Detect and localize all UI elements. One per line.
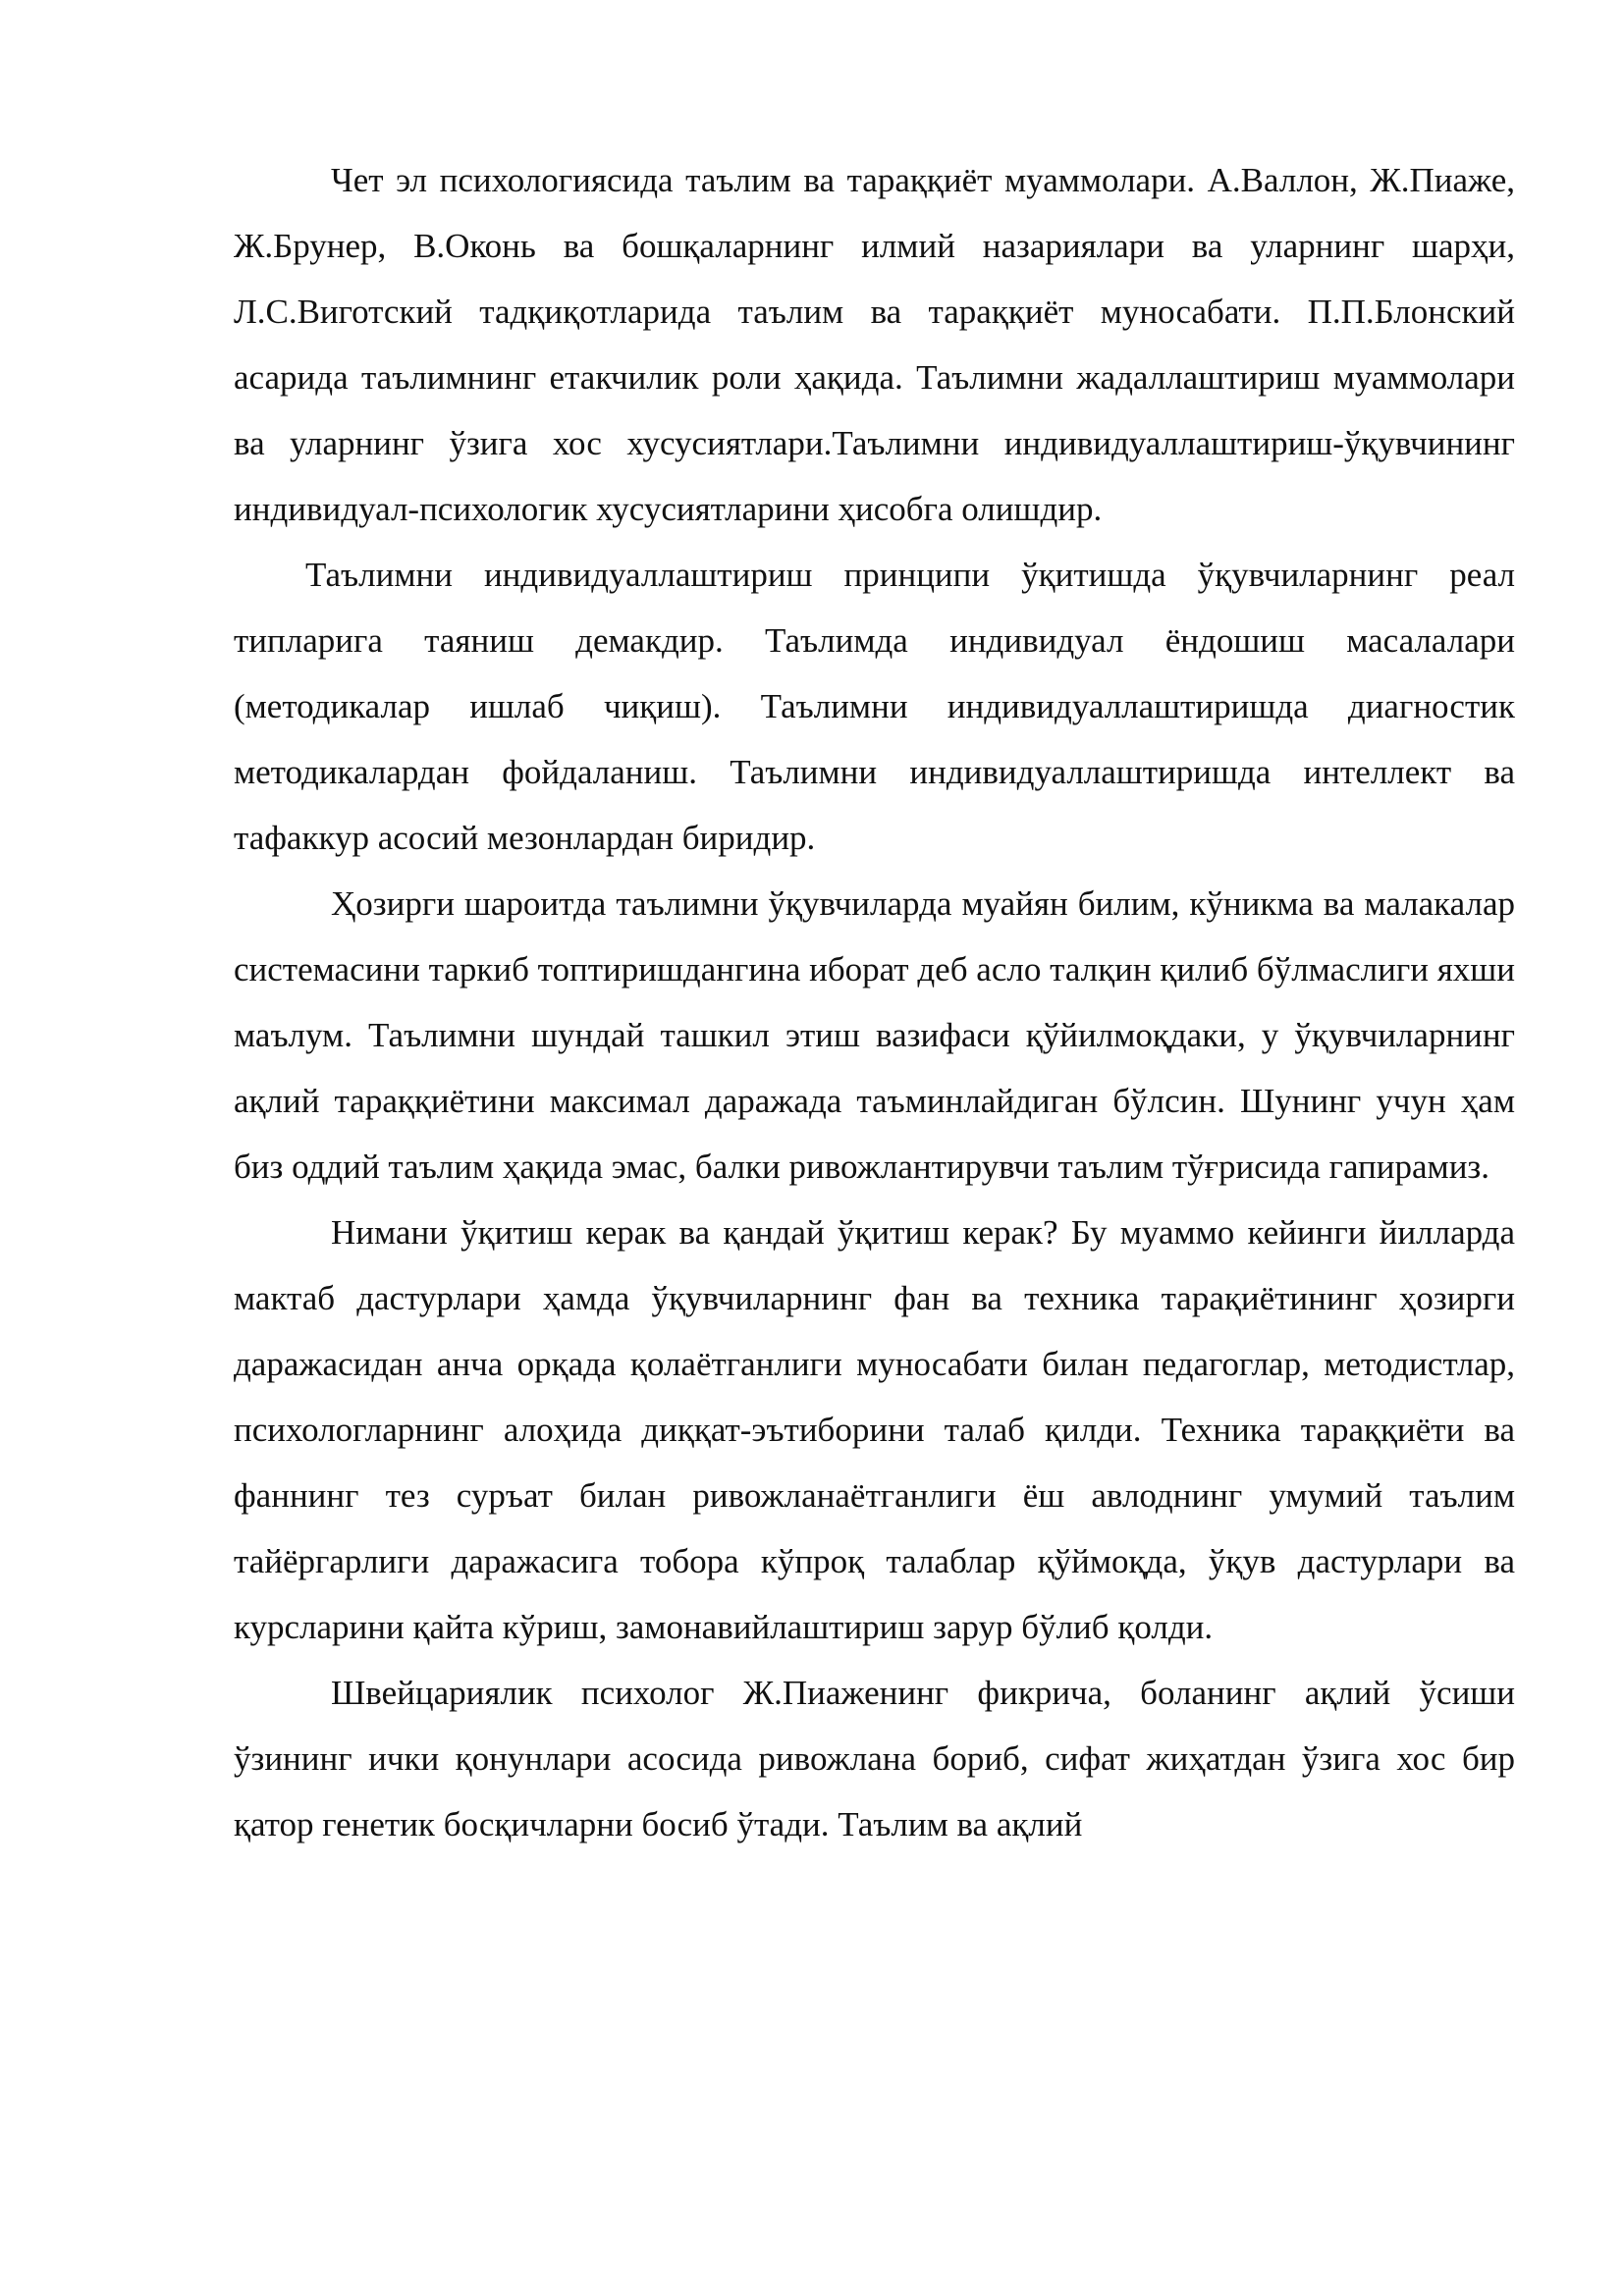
paragraph: Швейцариялик психолог Ж.Пиаженинг фикрича, боланинг ақлий ўсиши ўзининг ички қонунлари асосида ривожлана бориб, сифат жиҳатдан ўзига хос бир қатор генетик босқичларни босиб ўтади. Таълим ва ақлий: [234, 1674, 1515, 1843]
paragraph: Нимани ўқитиш керак ва қандай ўқитиш керак? Бу муаммо кейинги йилларда мактаб дастурлари ҳамда ўқувчиларнинг фан ва техника тарақиётининг ҳозирги даражасидан анча орқада қолаётганлиги муносабати билан педагоглар, методистлар, психологларнинг алоҳида диққат-эътиборини талаб қилди. Техника тараққиёти ва фаннинг тез суръат билан ривожланаётганлиги ёш авлоднинг умумий таълим тайёргарлиги даражасига тобора кўпроқ талаблар қўймоқда, ўқув дастурлари ва курсларини қайта кўриш, замонавийлаштириш зарур бўлиб қолди.: [234, 1213, 1515, 1646]
document-body: [234, 147, 1515, 1857]
paragraph: Чет эл психологиясида таълим ва тараққиёт муаммолари. А.Валлон, Ж.Пиаже, Ж.Брунер, В.Оконь ва бошқаларнинг илмий назариялари ва уларнинг шарҳи, Л.С.Виготский тадқиқотларида таълим ва тараққиёт муносабати. П.П.Блонский асарида таълимнинг етакчилик роли ҳақида. Таълимни жадаллаштириш муаммолари ва уларнинг ўзига хос хусусиятлари.Таълимни индивидуаллаштириш-ўқувчининг индивидуал-психологик хусусиятларини ҳисобга олишдир.: [234, 161, 1515, 528]
paragraph: Ҳозирги шароитда таълимни ўқувчиларда муайян билим, кўникма ва малакалар системасини таркиб топтиришдангина иборат деб асло талқин қилиб бўлмаслиги яхши маълум. Таълимни шундай ташкил этиш вазифаси қўйилмоқдаки, у ўқувчиларнинг ақлий тараққиётини максимал даражада таъминлайдиган бўлсин. Шунинг учун ҳам биз оддий таълим ҳақида эмас, балки ривожлантирувчи таълим тўғрисида гапирамиз.: [234, 884, 1515, 1186]
paragraph: Таълимни индивидуаллаштириш принципи ўқитишда ўқувчиларнинг реал типларига таяниш демакдир. Таълимда индивидуал ёндошиш масалалари (методикалар ишлаб чиқиш). Таълимни индивидуаллаштиришда диагностик методикалардан фойдаланиш. Таълимни индивидуаллаштиришда интеллект ва тафаккур асосий мезонлардан биридир.: [234, 556, 1515, 857]
